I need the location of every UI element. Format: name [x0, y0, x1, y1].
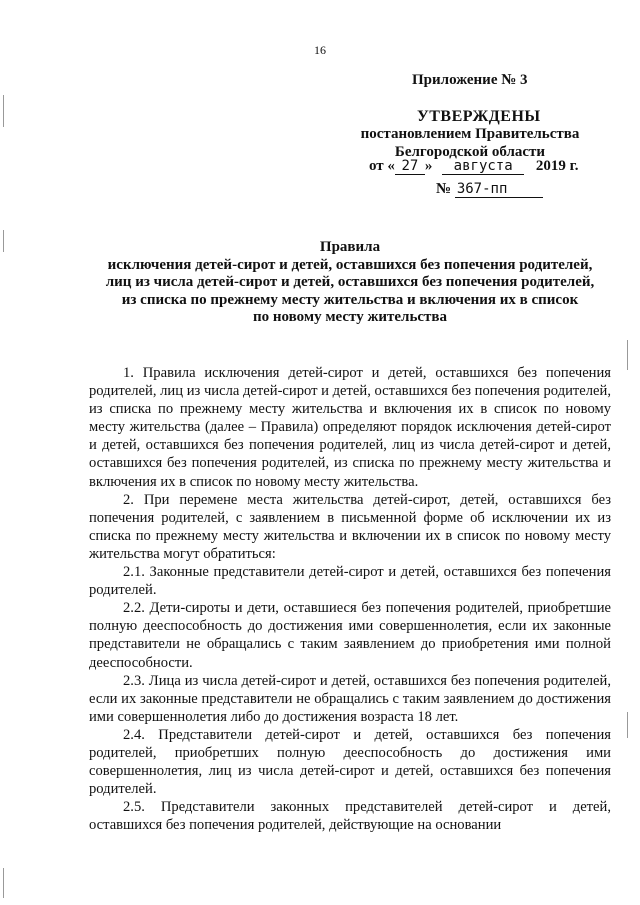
paragraph-2-5: 2.5. Представители законных представителей детей-сирот и детей, оставшихся без попечения родителей, действующие на основании	[89, 799, 611, 834]
date-month: августа	[442, 159, 524, 175]
approval-region: Белгородской области	[394, 144, 546, 160]
scan-edge-mark	[3, 230, 4, 252]
approved-heading: УТВЕРЖДЕНЫ	[417, 108, 541, 125]
date-day: 27	[395, 159, 425, 175]
paragraph-2: 2. При перемене места жительства детей-сирот, детей, оставшихся без попечения родителей, с заявлением в письменной форме об исключении их из списка по прежнему месту жительства и включении их в список по новому месту жительства могут обратиться:	[89, 491, 611, 562]
paragraph-2-3: 2.3. Лица из числа детей-сирот и детей, оставшихся без попечения родителей, если их законные представители не обращались с таким заявлением до достижения ими совершеннолетия либо до достижения возраста 18 лет.	[89, 672, 611, 725]
approval-number	[436, 181, 543, 198]
scan-edge-mark	[3, 95, 4, 127]
date-mid: »	[424, 158, 433, 174]
scan-edge-mark	[3, 868, 4, 898]
paragraph-2-2: 2.2. Дети-сироты и дети, оставшиеся без попечения родителей, приобретшие полную дееспособность до достижения ими совершеннолетия, если их законные представители не обращались с таким заявлением до приобретения ими полной дееспособности.	[89, 600, 611, 671]
document-title	[60, 239, 640, 327]
title-line: Правила	[319, 239, 381, 255]
approval-date	[369, 158, 579, 175]
title-line: лиц из числа детей-сирот и детей, оставшихся без попечения родителей,	[105, 274, 595, 291]
scan-edge-mark	[627, 340, 628, 370]
title-line: по новому месту жительства	[253, 309, 447, 326]
title-line: исключения детей-сирот и детей, оставшихся без попечения родителей,	[107, 256, 593, 273]
scan-edge-mark	[627, 712, 628, 738]
paragraph-2-4: 2.4. Представители детей-сирот и детей, оставшихся без попечения родителей, приобретших полную дееспособность до достижения ими совершеннолетия, лиц из числа детей-сирот и детей, оставшихся без попечения родителей.	[89, 726, 611, 798]
annex-label: Приложение № 3	[412, 72, 528, 88]
approval-authority: постановлением Правительства	[360, 126, 580, 142]
number-prefix: №	[436, 181, 452, 197]
date-year: 2019 г.	[535, 158, 579, 174]
page-number: 16	[314, 43, 326, 57]
paragraph-2-1: 2.1. Законные представители детей-сирот и детей, оставшихся без попечения родителей.	[89, 564, 611, 599]
paragraph-1: 1. Правила исключения детей-сирот и детей, оставшихся без попечения родителей, лиц из числа детей-сирот и детей, оставшихся без попечения родителей, из списка по прежнему месту жительства и включения их в список по новому месту жительства (далее – Правила) определяют порядок исключения детей-сирот и детей, оставшихся без попечения родителей, лиц из числа детей-сирот и детей, оставшихся без попечения родителей, из списка по прежнему месту жительства и включения их в список по новому месту жительства.	[89, 365, 611, 490]
number-value: 367-пп	[455, 182, 543, 198]
date-prefix: от «	[369, 158, 395, 174]
title-line: из списка по прежнему месту жительства и включения их в список	[121, 291, 579, 308]
document-body	[89, 364, 611, 834]
